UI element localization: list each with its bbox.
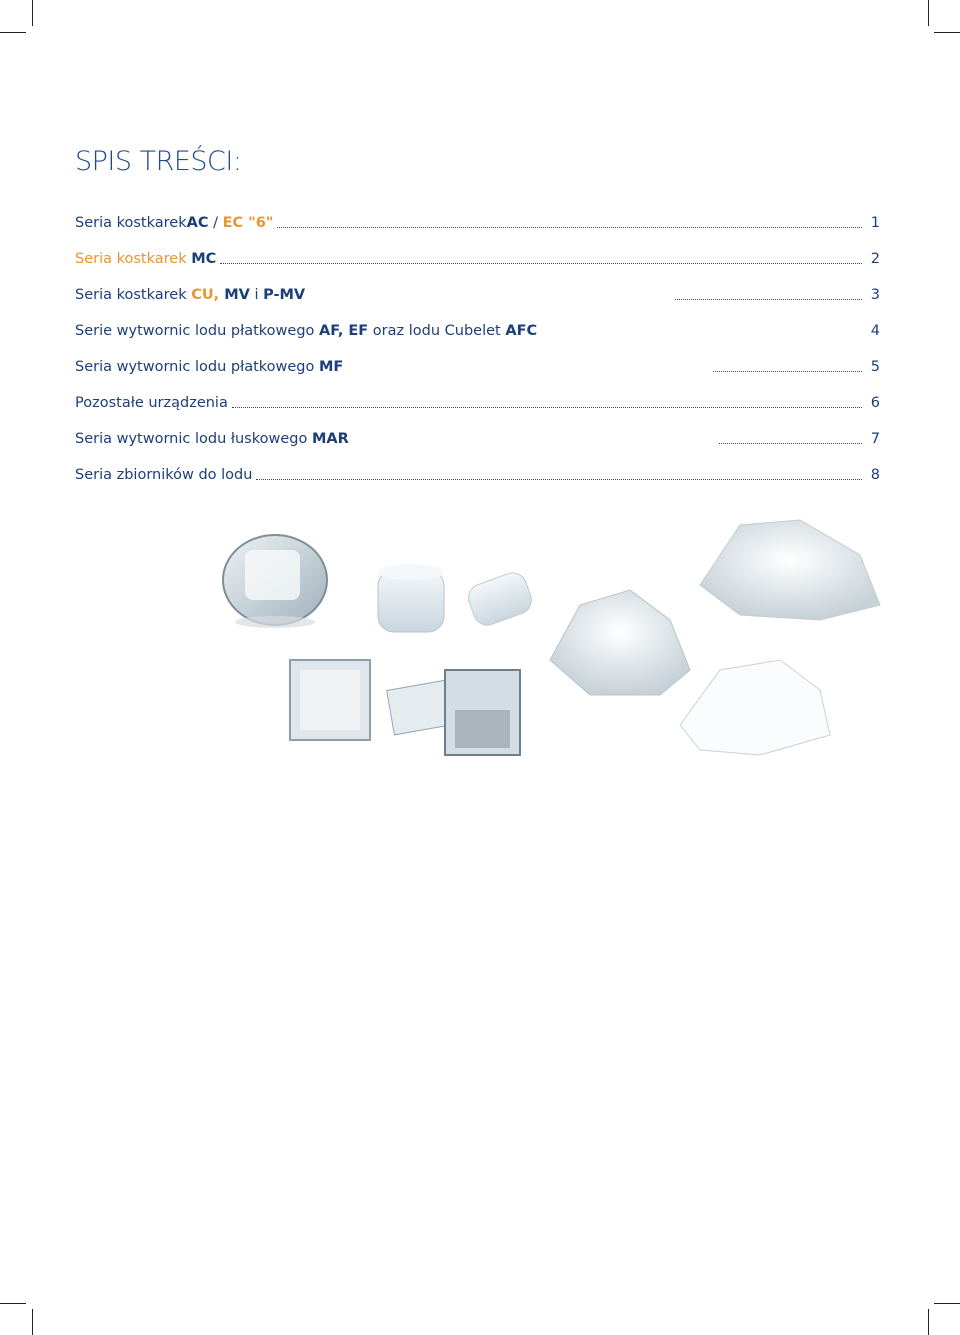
toc-entry[interactable] [75, 244, 880, 268]
toc-entry-label [75, 430, 349, 448]
toc-text: Seria zbiorników do lodu [75, 467, 253, 483]
toc-text: Serie wytwornic lodu płatkowego [75, 323, 320, 339]
small-cylinder-ice [465, 569, 536, 629]
toc-text: / [208, 215, 223, 231]
toc-page-number: 2 [870, 251, 880, 267]
page-title: SPIS TREŚCI: [75, 146, 242, 177]
toc-entry[interactable] [75, 316, 880, 340]
crop-mark [928, 1309, 929, 1335]
crop-mark [0, 1303, 26, 1304]
toc-text: Seria wytwornic lodu łuskowego [75, 431, 312, 447]
toc-entry-label [75, 250, 216, 268]
toc-page-number: 3 [870, 287, 880, 303]
toc-leader [713, 371, 862, 372]
crop-mark [928, 0, 929, 26]
crop-mark [0, 32, 26, 33]
toc-page-number: 6 [870, 395, 880, 411]
toc-text: P-MV [263, 287, 306, 303]
toc-entry-label [75, 322, 537, 340]
toc-leader [220, 263, 862, 264]
toc-entry-label [75, 214, 273, 232]
toc-entry[interactable] [75, 388, 880, 412]
crop-mark [32, 1309, 33, 1335]
toc-leader [256, 479, 862, 480]
flake-ice [550, 520, 880, 755]
toc-text: Seria kostkarek [75, 251, 192, 267]
toc-leader [277, 227, 862, 228]
gourmet-ice [223, 535, 327, 628]
toc-text: AC [186, 215, 209, 231]
toc-text: Seria wytwornic lodu płatkowego [75, 359, 319, 375]
crop-mark [934, 1303, 960, 1304]
toc-leader [719, 443, 862, 444]
toc-entry[interactable] [75, 208, 880, 232]
toc-page-number: 4 [870, 323, 880, 339]
toc-entry[interactable] [75, 460, 880, 484]
toc-text: i [249, 287, 264, 303]
toc-text: MAR [311, 431, 349, 447]
toc-page-number: 8 [870, 467, 880, 483]
crop-mark [32, 0, 33, 26]
crop-mark [934, 32, 960, 33]
toc-text: Seria kostkarek [75, 287, 192, 303]
toc-page-number: 5 [870, 359, 880, 375]
toc-entry-label [75, 358, 343, 376]
toc-text: CU, [191, 287, 220, 303]
toc-text: MF [319, 359, 344, 375]
toc-text: Pozostałe urządzenia [75, 395, 228, 411]
toc-entry-label [75, 466, 252, 484]
toc-text: "6" [243, 215, 274, 231]
toc-page-number: 1 [870, 215, 880, 231]
toc-entry-label [75, 286, 305, 304]
toc-text: oraz lodu Cubelet [368, 323, 506, 339]
toc-text: MV [219, 287, 250, 303]
cylinder-ice [378, 564, 444, 632]
toc-entry[interactable] [75, 352, 880, 376]
toc-text: AFC [505, 323, 538, 339]
toc-text: Seria kostkarek [75, 215, 187, 231]
cube-ice [290, 660, 520, 755]
toc-leader [232, 407, 862, 408]
toc-entry[interactable] [75, 424, 880, 448]
toc-page-number: 7 [870, 431, 880, 447]
toc-leader [675, 299, 862, 300]
toc-entry-label [75, 394, 228, 412]
toc-text: AF, EF [319, 323, 369, 339]
ice-types-photo [200, 510, 900, 790]
toc-text: EC [222, 215, 244, 231]
toc-text: MC [191, 251, 217, 267]
toc-entry[interactable] [75, 280, 880, 304]
